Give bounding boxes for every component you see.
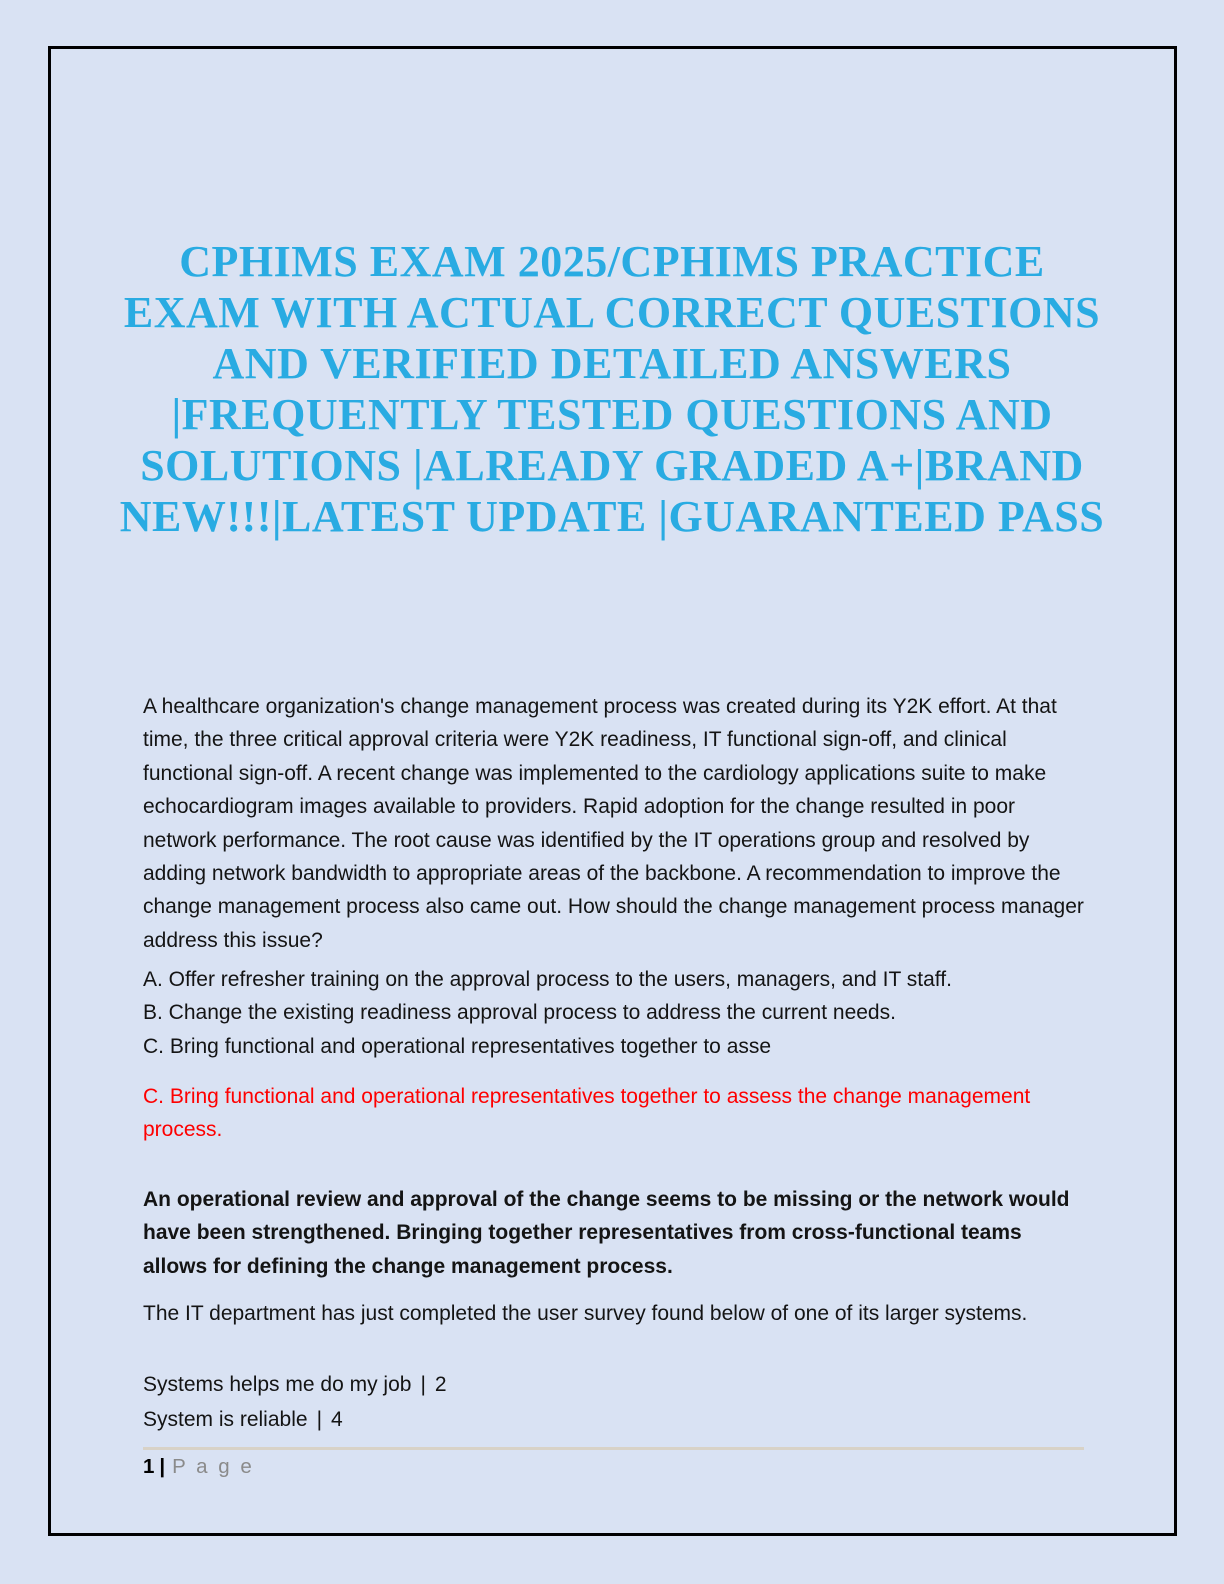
document-title-line: EXAM WITH ACTUAL CORRECT QUESTIONS	[123, 288, 1101, 337]
survey-row-label: System is reliable	[143, 1408, 308, 1431]
answer-option-b: B. Change the existing readiness approval process to address the current needs.	[143, 1001, 896, 1025]
followup-text: The IT department has just completed the user survey found below of one of its larger systems.	[143, 1302, 1028, 1325]
document-title-line: NEW!!!|LATEST UPDATE |GUARANTEED PASS	[119, 492, 1105, 541]
survey-row-value: 2	[434, 1373, 447, 1396]
correct-answer-text: C. Bring functional and operational representatives together to assess the change management process.	[143, 1085, 1031, 1142]
answer-option-c: C. Bring functional and operational representatives together to asse	[143, 1034, 772, 1058]
survey-row-value: 4	[331, 1408, 343, 1431]
page-footer	[143, 1455, 254, 1479]
footer-separator: |	[159, 1455, 166, 1478]
answer-option-a: A. Offer refresher training on the approval process to the users, managers, and IT staff.	[143, 968, 952, 991]
survey-row	[143, 1367, 1085, 1402]
document-title-line: SOLUTIONS |ALREADY GRADED A+|BRAND	[140, 441, 1084, 490]
document-title-line: AND VERIFIED DETAILED ANSWERS	[212, 339, 1012, 388]
explanation-text: An operational review and approval of the change seems to be missing or the network would have been strengthened. Bringing together representatives from cross-functional teams allows for defining the change management process.	[143, 1188, 1070, 1278]
document-title-line: CPHIMS EXAM 2025/CPHIMS PRACTICE	[179, 237, 1045, 286]
survey-row-separator: |	[316, 1408, 323, 1431]
survey-row-label: Systems helps me do my job	[143, 1373, 412, 1396]
answer-options	[143, 963, 1085, 1063]
document-title	[118, 236, 1106, 542]
footer-divider	[143, 1447, 1084, 1450]
question-text: A healthcare organization's change management process was created during its Y2K effort. At that time, the three critical approval criteria were Y2K readiness, IT functional sign-off, and clinical functional sign-off. A recent change was implemented to the cardiology applications suite to make echocardiogram images available to providers. Rapid adoption for the change resulted in poor network performance. The root cause was identified by the IT operations group and resolved by adding network bandwidth to appropriate areas of the backbone. A recommendation to improve the change management process also came out. How should the change management process manager address this issue?	[143, 695, 1084, 952]
survey-row	[143, 1402, 1085, 1437]
page-number: 1	[143, 1455, 155, 1478]
survey-row-separator: |	[420, 1373, 426, 1396]
footer-page-label: P a g e	[172, 1455, 255, 1478]
survey-results	[143, 1367, 1085, 1437]
document-title-line: |FREQUENTLY TESTED QUESTIONS AND	[171, 390, 1053, 439]
